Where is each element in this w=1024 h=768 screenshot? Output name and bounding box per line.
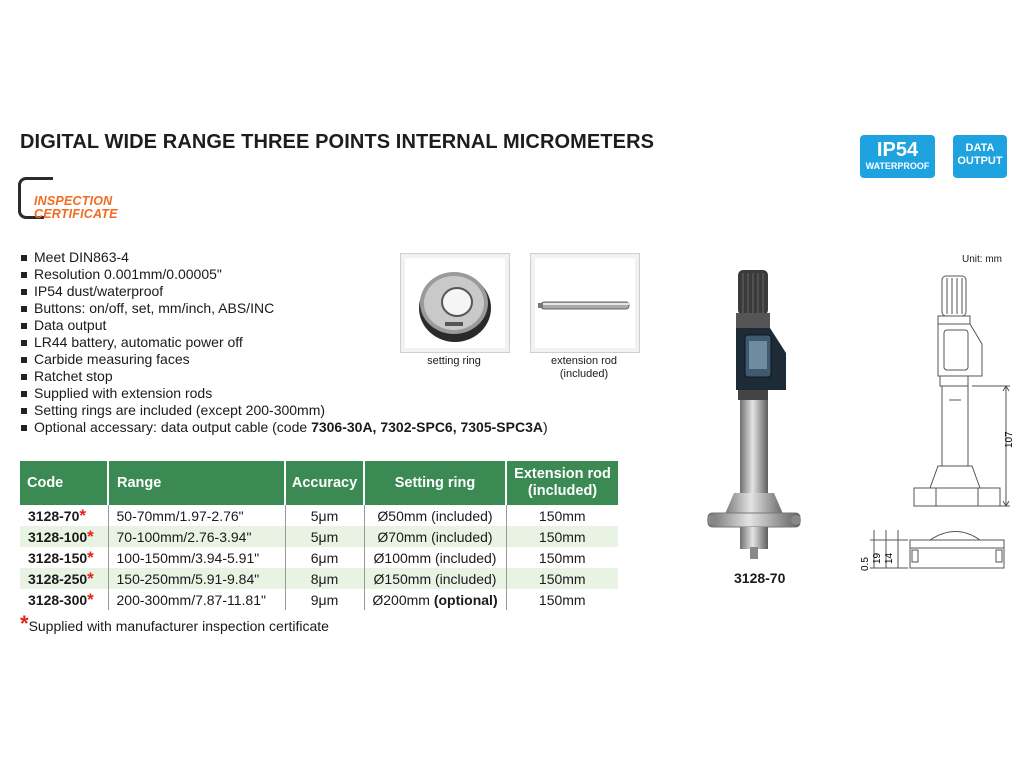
dim-05-label: 0.5 <box>860 557 871 571</box>
output-label: OUTPUT <box>957 155 1003 167</box>
feature-item: Setting rings are included (except 200-300mm) <box>20 402 548 419</box>
dim-107-label: 107 <box>1004 431 1015 448</box>
certificate-star: * <box>79 505 87 525</box>
footnote-text: Supplied with manufacturer inspection certificate <box>28 618 329 634</box>
specification-table <box>20 461 618 610</box>
certificate-star: * <box>87 589 94 609</box>
setting-ring-thumbnail <box>400 253 510 353</box>
micrometer-product-photo <box>690 265 820 565</box>
table-row: 3128-150* 100-150mm/3.94-5.91" 6μm Ø100mm (included) 150mm <box>20 547 618 568</box>
footnote-star: * <box>20 611 29 636</box>
feature-item: IP54 dust/waterproof <box>20 283 548 300</box>
feature-item: Supplied with extension rods <box>20 385 548 402</box>
certificate-line1: INSPECTION <box>34 194 113 208</box>
feature-item: Meet DIN863-4 <box>20 249 548 266</box>
ip54-label: IP54 <box>876 139 919 161</box>
extension-rod-thumbnail <box>530 253 640 353</box>
header-code: Code <box>20 461 108 505</box>
header-accuracy: Accuracy <box>285 461 364 505</box>
dim-19-label: 19 <box>872 552 883 564</box>
data-label: DATA <box>965 142 995 154</box>
certificate-star: * <box>87 547 94 567</box>
extension-rod-included-caption: (included) <box>559 368 609 380</box>
feature-item: Data output <box>20 317 548 334</box>
ip54-waterproof-badge <box>860 135 935 178</box>
waterproof-label: WATERPROOF <box>865 161 930 171</box>
header-setting-ring: Setting ring <box>364 461 506 505</box>
table-row: 3128-70* 50-70mm/1.97-2.76" 5μm Ø50mm (included) 150mm <box>20 505 618 526</box>
page-title: DIGITAL WIDE RANGE THREE POINTS INTERNAL MICROMETERS <box>20 131 655 153</box>
dim-14-label: 14 <box>884 552 895 564</box>
model-label: 3128-70 <box>734 570 786 586</box>
header-extension-rod: Extension rod (included) <box>506 461 618 505</box>
setting-ring-icon <box>405 258 505 348</box>
feature-item: Resolution 0.001mm/0.00005" <box>20 266 548 283</box>
unit-label: Unit: mm <box>962 254 1002 265</box>
feature-item: LR44 battery, automatic power off <box>20 334 548 351</box>
feature-item-optional-accessory: Optional accessary: data output cable (code 7306-30A, 7302-SPC6, 7305-SPC3A) <box>20 419 548 436</box>
certificate-star: * <box>87 526 94 546</box>
extension-rod-icon <box>535 258 635 348</box>
feature-item: Buttons: on/off, set, mm/inch, ABS/INC <box>20 300 548 317</box>
header-range: Range <box>108 461 285 505</box>
accessory-codes: 7306-30A, 7302-SPC6, 7305-SPC3A <box>311 419 543 435</box>
footnote <box>20 611 329 636</box>
table-row: 3128-300* 200-300mm/7.87-11.81" 9μm Ø200mm (optional) 150mm <box>20 589 618 610</box>
inspection-certificate-logo <box>18 177 168 223</box>
feature-item: Ratchet stop <box>20 368 548 385</box>
data-output-badge <box>953 135 1007 178</box>
setting-ring-caption: setting ring <box>427 355 481 367</box>
feature-item: Carbide measuring faces <box>20 351 548 368</box>
table-row: 3128-100* 70-100mm/2.76-3.94" 5μm Ø70mm (included) 150mm <box>20 526 618 547</box>
table-row: 3128-250* 150-250mm/5.91-9.84" 8μm Ø150mm (included) 150mm <box>20 568 618 589</box>
extension-rod-caption: extension rod <box>550 355 618 367</box>
certificate-star: * <box>87 568 94 588</box>
certificate-line2: CERTIFICATE <box>34 207 118 221</box>
dimension-drawing <box>850 268 1020 586</box>
table-header-row <box>20 461 618 505</box>
